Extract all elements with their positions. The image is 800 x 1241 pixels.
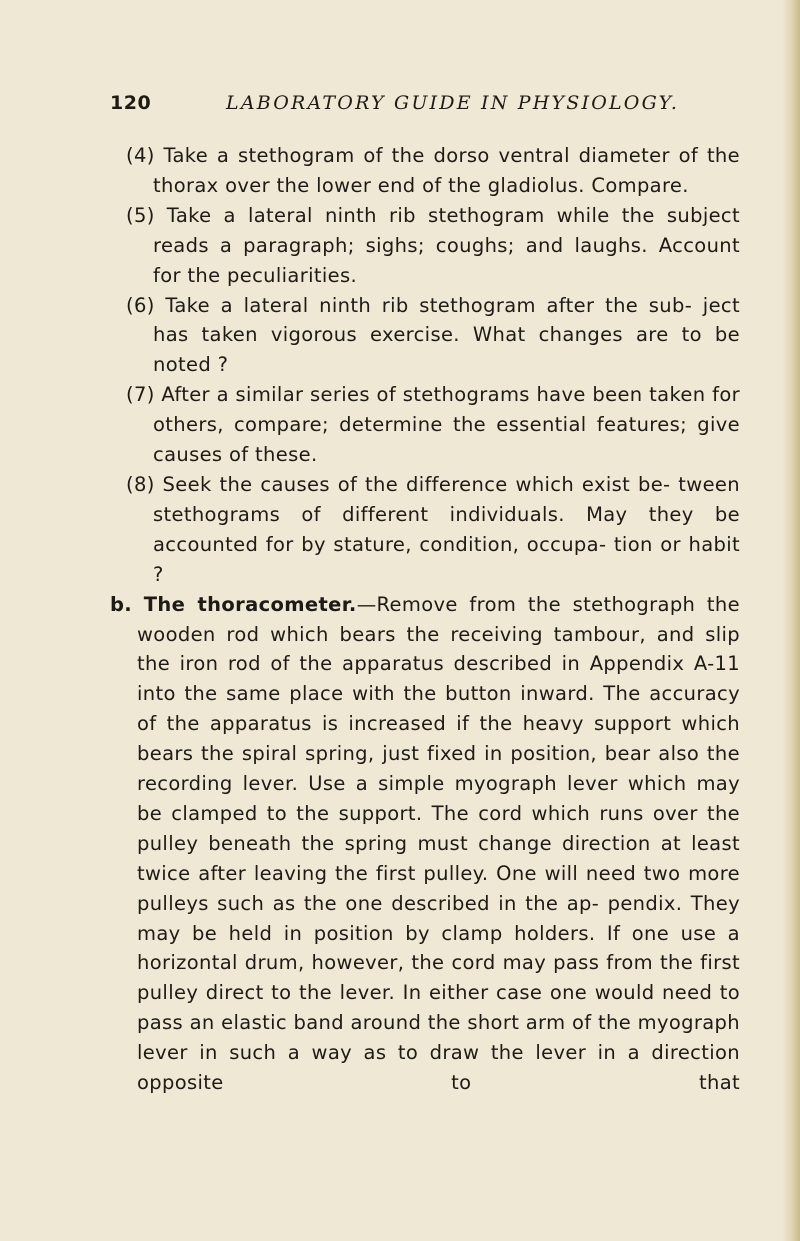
paragraph-8: (8) Seek the causes of the difference which exist be- tween stethograms of different individuals. May they be accounted for by stature, condition, occupa- tion or habit ? — [126, 472, 740, 586]
section-b-text: —Remove from the stethograph the wooden rod which bears the receiving tambour, and slip the iron rod of the apparatus described in Appendix A-11 into the same place with the button inward. The accuracy of the apparatus is increased if the heavy support which bears the spiral spring, just fixed in position, bear also the recording lever. Use a simple myograph lever which may be clamped to the support. The cord which runs over the pulley beneath the spring must change direction at least twice after leaving the first pulley. One will need two more pulleys such as the one described in the ap- pendix. They may be held in position by clamp holders. If one use a horizontal drum, however, the cord may pass from the first pulley direct to the lever. In either case one would need to pass an elastic band around the short arm of the myograph lever in such a way as to draw the lever in a direction opposite to that — [137, 592, 740, 1095]
paragraph-4: (4) Take a stethogram of the dorso ventral diameter of the thorax over the lower end of the gladiolus. Compare. — [126, 144, 740, 197]
page-edge — [782, 0, 800, 1241]
page-header — [110, 92, 750, 122]
body-text — [110, 141, 740, 1098]
section-b-heading: The thoracometer. — [143, 592, 357, 616]
paragraph-6: (6) Take a lateral ninth rib stethogram after the sub- ject has taken vigorous exercise. What changes are to be noted ? — [126, 293, 740, 377]
paragraph-5: (5) Take a lateral ninth rib stethogram while the subject reads a paragraph; sighs; coughs; and laughs. Account for the peculiarities. — [126, 203, 740, 287]
section-b — [110, 590, 740, 1098]
page-number: 120 — [110, 92, 152, 114]
section-b-label: b. — [110, 592, 133, 616]
running-title: LABORATORY GUIDE IN PHYSIOLOGY. — [226, 92, 680, 114]
paragraph-7: (7) After a similar series of stethograms have been taken for others, compare; determine the essential features; give causes of these. — [126, 383, 740, 467]
